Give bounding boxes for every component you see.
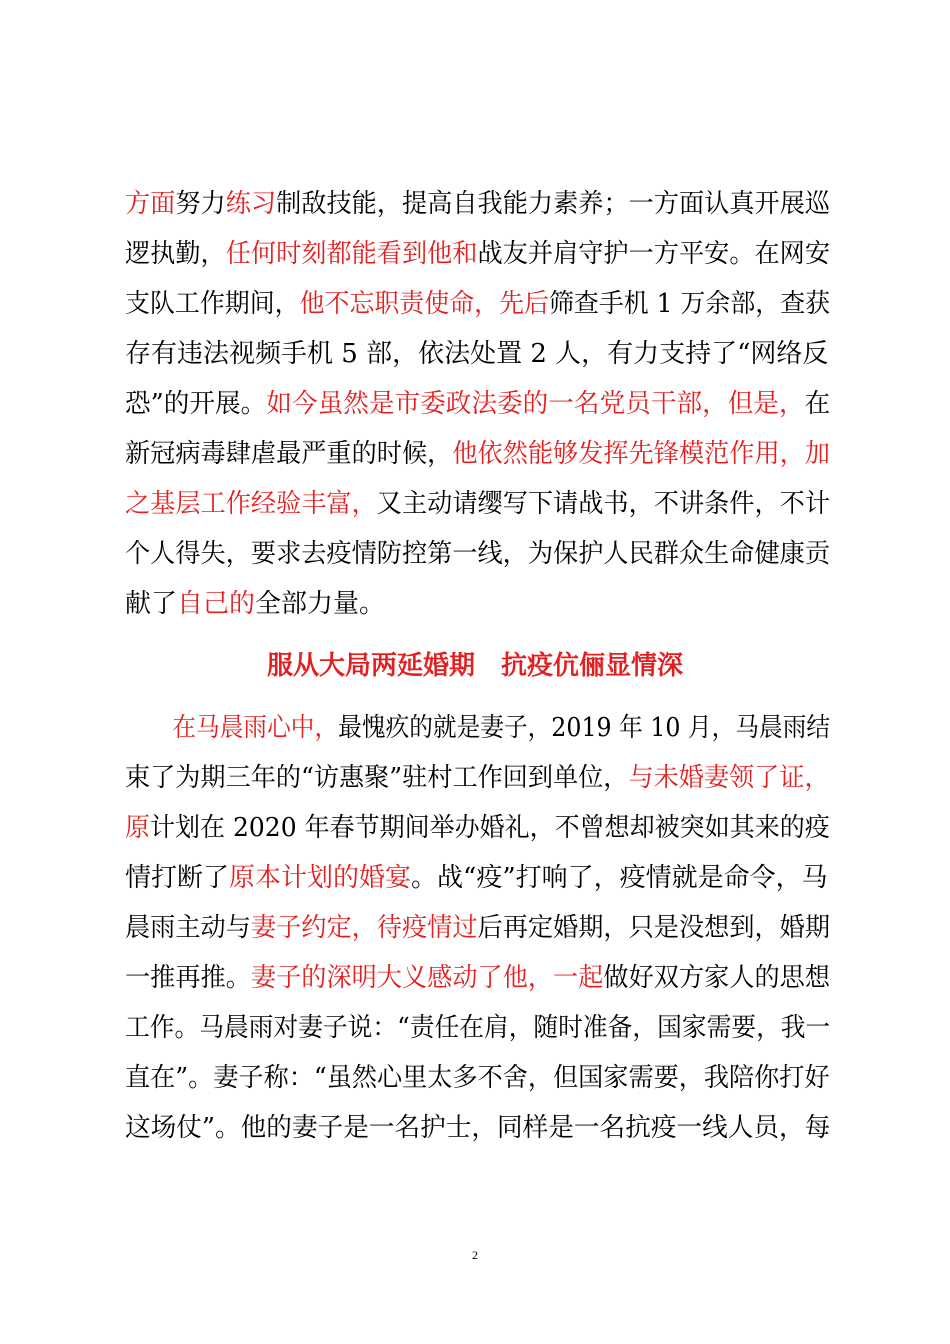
text-run: 最愧疚的就是妻子，2019 年 10 月，马晨雨结 bbox=[338, 713, 831, 743]
text-line bbox=[125, 1003, 830, 1053]
highlighted-text: 之基层工作经验丰富， bbox=[125, 489, 377, 519]
text-line bbox=[125, 279, 830, 329]
text-run: 新冠病毒肆虐最严重的时候， bbox=[125, 439, 453, 469]
text-run: 计划在 2020 年春节期间举办婚礼，不曾想却被突如其来的疫 bbox=[150, 813, 830, 843]
highlighted-text: 他不忘职责使命，先后 bbox=[299, 289, 549, 319]
highlighted-text: 原本计划的婚宴 bbox=[229, 863, 412, 893]
page-number: 2 bbox=[472, 1248, 478, 1262]
text-line bbox=[125, 529, 830, 579]
highlighted-text: 与未婚妻领了证， bbox=[628, 763, 830, 793]
highlighted-text: 任何时刻都能看到他和 bbox=[225, 239, 478, 269]
text-run: 全部力量。 bbox=[255, 589, 386, 619]
text-line bbox=[125, 479, 830, 529]
highlighted-text: 练习 bbox=[225, 189, 277, 219]
text-line bbox=[125, 379, 830, 429]
highlighted-text: 原 bbox=[125, 813, 151, 843]
highlighted-text: 妻子约定，待疫情过 bbox=[250, 913, 478, 943]
text-line bbox=[125, 229, 830, 279]
text-line bbox=[125, 179, 830, 229]
text-line bbox=[125, 329, 828, 379]
highlighted-text: 他依然能够发挥先锋模范作用，加 bbox=[452, 439, 831, 469]
text-run: 又主动请缨写下请战书，不讲条件，不计 bbox=[376, 489, 831, 519]
text-run: 后再定婚期，只是没想到，婚期 bbox=[477, 913, 831, 943]
text-line bbox=[125, 579, 385, 629]
text-run: 情打断了 bbox=[125, 863, 230, 893]
text-run: 一推再推。 bbox=[125, 963, 251, 993]
text-line bbox=[125, 803, 830, 853]
text-run: 存有违法视频手机 5 部，依法处置 2 人，有力支持了“网络反 bbox=[125, 339, 829, 369]
text-run: 这场仗”。他的妻子是一名护士，同样是一名抗疫一线人员，每 bbox=[125, 1113, 831, 1143]
text-run: 做好双方家人的思想 bbox=[603, 963, 831, 993]
text-line bbox=[125, 1053, 830, 1103]
text-run: 晨雨主动与 bbox=[125, 913, 251, 943]
text-run: 支队工作期间， bbox=[125, 289, 300, 319]
text-line bbox=[125, 429, 830, 479]
text-run: 直在”。妻子称：“虽然心里太多不舍，但国家需要，我陪你打好 bbox=[125, 1063, 830, 1093]
highlighted-text: 在马晨雨心中， bbox=[172, 713, 339, 743]
text-line bbox=[125, 753, 830, 803]
text-line bbox=[125, 1103, 830, 1153]
text-line bbox=[125, 953, 830, 1003]
text-run: 个人得失，要求去疫情防控第一线，为保护人民群众生命健康贡 bbox=[125, 539, 831, 569]
text-run: 制敌技能，提高自我能力素养；一方面认真开展巡 bbox=[276, 189, 831, 219]
highlighted-text: 方面 bbox=[125, 189, 176, 219]
text-run bbox=[125, 713, 172, 743]
text-line bbox=[125, 853, 828, 903]
highlighted-text: 如今虽然是市委政法委的一名党员干部，但是， bbox=[266, 389, 805, 419]
text-run: 努力 bbox=[175, 189, 226, 219]
text-run: 恐”的开展。 bbox=[125, 389, 267, 419]
text-line bbox=[125, 903, 830, 953]
section-heading: 服从大局两延婚期 抗疫伉俪显情深 bbox=[266, 651, 683, 681]
text-run: 束了为期三年的“访惠聚”驻村工作回到单位， bbox=[125, 763, 629, 793]
text-run: 战友并肩守护一方平安。在网安 bbox=[477, 239, 831, 269]
text-run: 筛查手机 1 万余部，查获 bbox=[548, 289, 831, 319]
text-run: 逻执勤， bbox=[125, 239, 226, 269]
text-run: 献了 bbox=[125, 589, 178, 619]
text-run: 。战“疫”打响了，疫情就是命令，马 bbox=[411, 863, 828, 893]
highlighted-text: 妻子的深明大义感动了他，一起 bbox=[250, 963, 604, 993]
text-run: 工作。马晨雨对妻子说：“责任在肩，随时准备，国家需要，我一 bbox=[125, 1013, 831, 1043]
highlighted-text: 自己的 bbox=[177, 589, 256, 619]
text-line bbox=[125, 703, 830, 753]
text-run: 在 bbox=[804, 389, 831, 419]
